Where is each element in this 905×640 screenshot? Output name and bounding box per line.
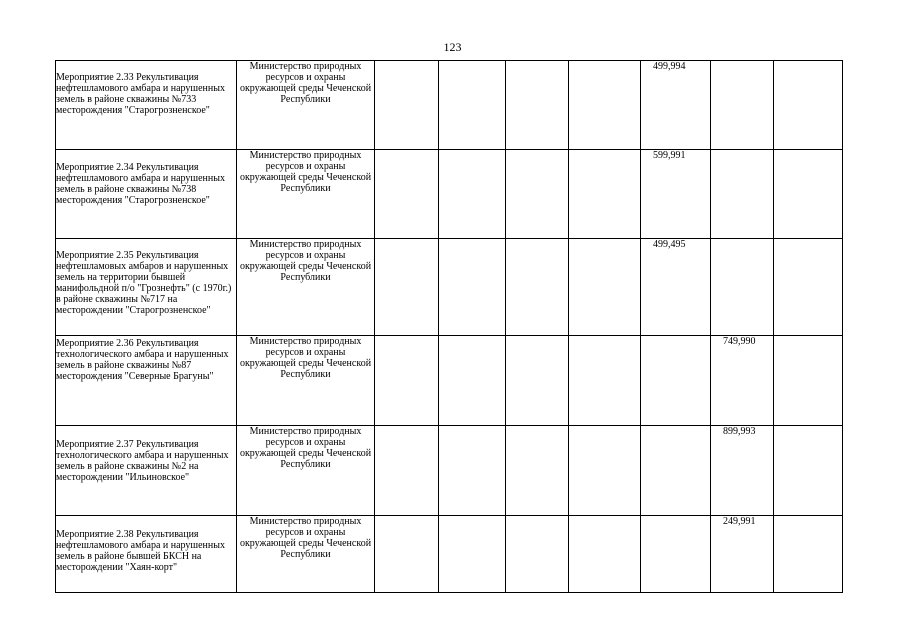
value-cell-col9 xyxy=(774,239,843,336)
amount-value: 899,993 xyxy=(723,426,756,437)
table-row xyxy=(56,516,843,593)
value-cell-col6 xyxy=(569,239,641,336)
amount-value: 249,991 xyxy=(723,516,756,527)
value-cell-col6 xyxy=(569,150,641,239)
table-row xyxy=(56,336,843,426)
value-cell-col9 xyxy=(774,336,843,426)
value-cell-col5 xyxy=(506,336,569,426)
event-text: Мероприятие 2.36 Рекультивация технологического амбара и нарушенных земель в районе скважины №87 месторождения "Северные Брагуны" xyxy=(56,338,229,382)
value-cell-col6 xyxy=(569,516,641,593)
table-row xyxy=(56,150,843,239)
responsible-org-cell: Министерство природных ресурсов и охраны окружающей среды Чеченской Республики xyxy=(237,239,375,336)
event-cell xyxy=(56,150,237,239)
value-cell-col5 xyxy=(506,150,569,239)
event-text: Мероприятие 2.35 Рекультивация нефтешламовых амбаров и нарушенных земель на территории бывшей манифольдной п/о "Грознефть" (с 1970г.) в районе скважины №717 на месторождении "Старогрозненское" xyxy=(56,250,232,316)
event-cell xyxy=(56,336,237,426)
table-row xyxy=(56,426,843,516)
value-cell-col5 xyxy=(506,239,569,336)
value-cell-col3 xyxy=(375,336,439,426)
page-number: 123 xyxy=(443,40,462,54)
value-cell-col9 xyxy=(774,150,843,239)
value-cell-col6 xyxy=(569,336,641,426)
amount-value xyxy=(711,61,773,62)
amount-value xyxy=(641,516,710,517)
event-cell xyxy=(56,516,237,593)
amount-value: 749,990 xyxy=(723,336,756,347)
amount-value xyxy=(711,239,773,240)
responsible-org-cell: Министерство природных ресурсов и охраны окружающей среды Чеченской Республики xyxy=(237,150,375,239)
responsible-org-cell: Министерство природных ресурсов и охраны окружающей среды Чеченской Республики xyxy=(237,426,375,516)
event-text: Мероприятие 2.33 Рекультивация нефтешламового амбара и нарушенных земель в районе скважины №733 месторождения "Старогрозненское" xyxy=(56,72,225,116)
event-text: Мероприятие 2.38 Рекультивация нефтешламового амбара и нарушенных земель в районе бывшей БКСН на месторождении "Хаян-корт" xyxy=(56,529,225,573)
value-cell-col3 xyxy=(375,150,439,239)
value-cell-col4 xyxy=(439,516,506,593)
value-cell-col7 xyxy=(641,61,711,150)
value-cell-col3 xyxy=(375,426,439,516)
value-cell-col7 xyxy=(641,336,711,426)
responsible-org-cell: Министерство природных ресурсов и охраны окружающей среды Чеченской Республики xyxy=(237,336,375,426)
value-cell-col4 xyxy=(439,426,506,516)
value-cell-col7 xyxy=(641,426,711,516)
value-cell-col7 xyxy=(641,516,711,593)
value-cell-col8 xyxy=(711,336,774,426)
value-cell-col5 xyxy=(506,426,569,516)
value-cell-col3 xyxy=(375,516,439,593)
value-cell-col4 xyxy=(439,61,506,150)
measures-table xyxy=(55,60,843,593)
value-cell-col4 xyxy=(439,239,506,336)
value-cell-col8 xyxy=(711,516,774,593)
value-cell-col3 xyxy=(375,61,439,150)
value-cell-col5 xyxy=(506,516,569,593)
event-text: Мероприятие 2.37 Рекультивация технологического амбара и нарушенных земель в районе скважины №2 на месторождении "Ильиновское" xyxy=(56,439,229,483)
amount-value xyxy=(641,426,710,427)
value-cell-col8 xyxy=(711,426,774,516)
value-cell-col6 xyxy=(569,426,641,516)
event-text: Мероприятие 2.34 Рекультивация нефтешламового амбара и нарушенных земель в районе скважины №738 месторождения "Старогрозненское" xyxy=(56,162,225,206)
value-cell-col3 xyxy=(375,239,439,336)
value-cell-col9 xyxy=(774,61,843,150)
value-cell-col4 xyxy=(439,336,506,426)
value-cell-col4 xyxy=(439,150,506,239)
value-cell-col9 xyxy=(774,426,843,516)
amount-value xyxy=(711,150,773,151)
responsible-org-cell: Министерство природных ресурсов и охраны окружающей среды Чеченской Республики xyxy=(237,61,375,150)
value-cell-col6 xyxy=(569,61,641,150)
table-row xyxy=(56,239,843,336)
value-cell-col8 xyxy=(711,239,774,336)
event-cell xyxy=(56,61,237,150)
value-cell-col7 xyxy=(641,150,711,239)
amount-value: 499,495 xyxy=(653,239,686,250)
value-cell-col5 xyxy=(506,61,569,150)
event-cell xyxy=(56,239,237,336)
responsible-org-cell: Министерство природных ресурсов и охраны окружающей среды Чеченской Республики xyxy=(237,516,375,593)
value-cell-col8 xyxy=(711,150,774,239)
event-cell xyxy=(56,426,237,516)
amount-value: 499,994 xyxy=(653,61,686,72)
amount-value: 599,991 xyxy=(653,150,686,161)
value-cell-col8 xyxy=(711,61,774,150)
value-cell-col9 xyxy=(774,516,843,593)
amount-value xyxy=(641,336,710,337)
table-row xyxy=(56,61,843,150)
value-cell-col7 xyxy=(641,239,711,336)
